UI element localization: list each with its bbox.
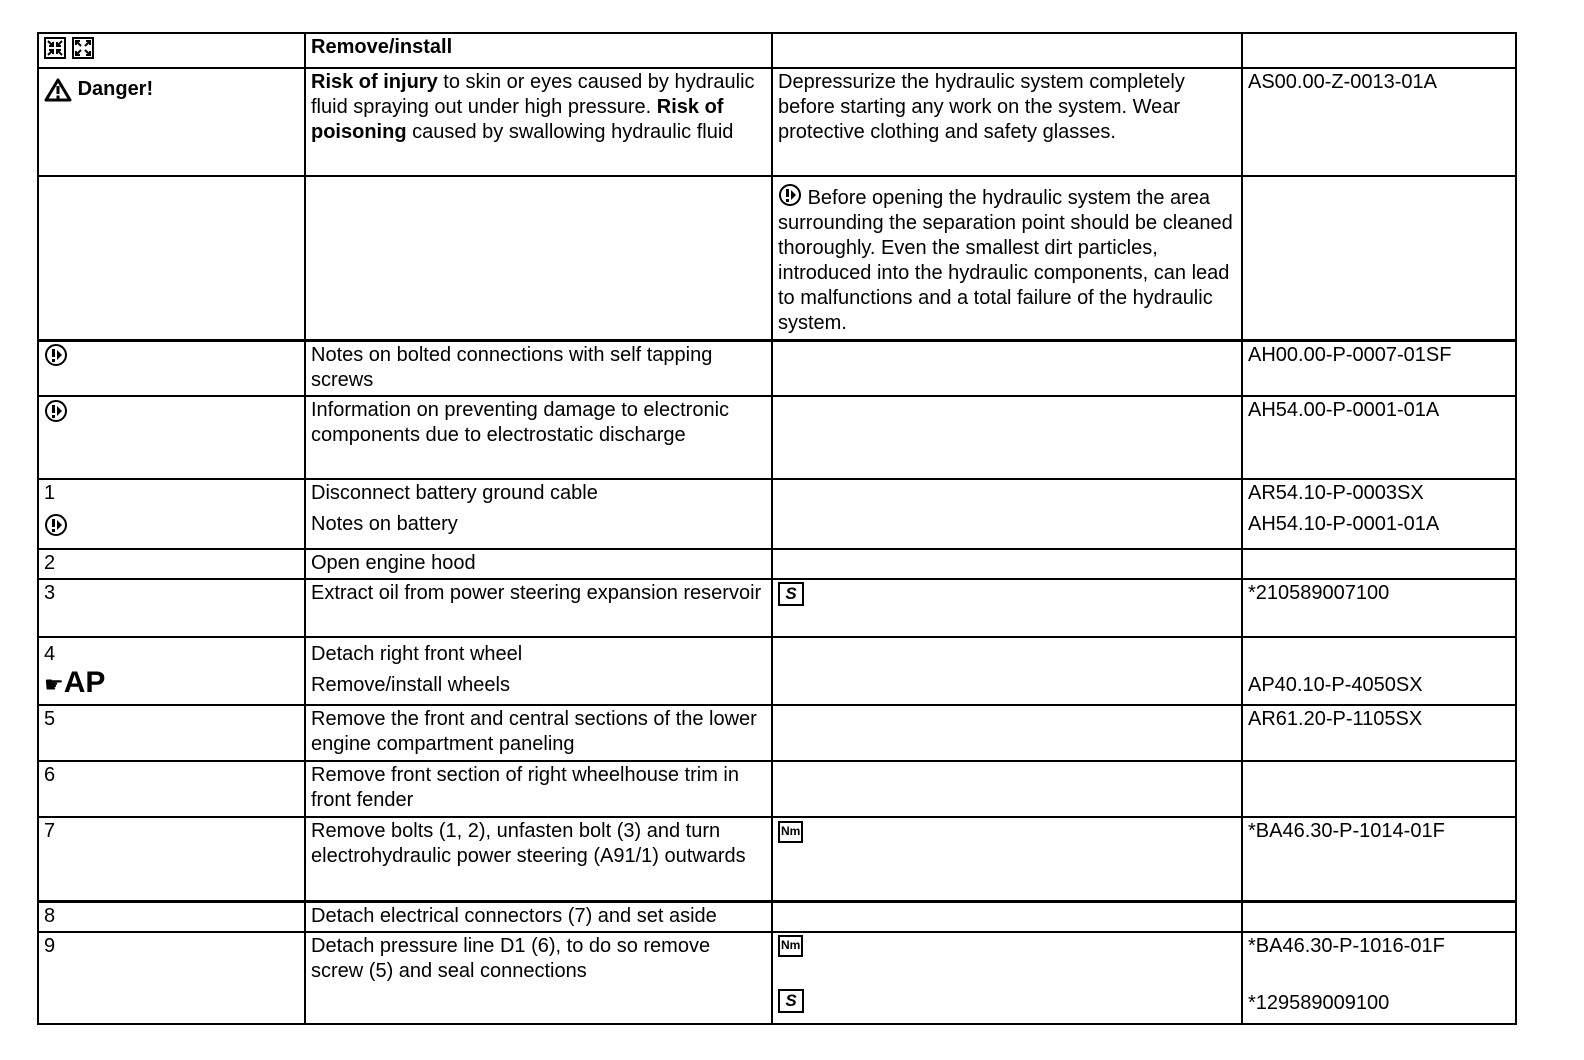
- step-number: 4: [44, 643, 56, 665]
- note-icon: [44, 399, 68, 423]
- step-text: Detach electrical connectors (7) and set aside: [305, 901, 772, 932]
- step-ref-cell: [1242, 637, 1516, 705]
- step-ref: *210589007100: [1242, 579, 1516, 637]
- step-empty: [1242, 549, 1516, 579]
- note-clean-row: [38, 176, 1516, 340]
- danger-row: [38, 68, 1516, 176]
- step-ref: *BA46.30-P-1014-01F: [1242, 817, 1516, 901]
- step-text: Remove the front and central sections of the lower engine compartment paneling: [305, 705, 772, 761]
- note-empty: [772, 340, 1242, 396]
- step-number: 8: [38, 901, 305, 932]
- step-number: 9: [38, 932, 305, 1024]
- step-number: 3: [38, 579, 305, 637]
- step-number: 2: [38, 549, 305, 579]
- note-text: Notes on bolted connections with self tapping screws: [305, 340, 772, 396]
- note-icon-cell: [38, 396, 305, 479]
- risk-injury-bold: Risk of injury: [311, 71, 438, 93]
- note-icon-cell: [38, 340, 305, 396]
- step-tool-cell: [772, 579, 1242, 637]
- procedure-table: [37, 32, 1517, 1025]
- danger-label: Danger!: [77, 78, 154, 100]
- step-empty: [772, 901, 1242, 932]
- risk-injury-text: to skin or eyes caused by hydraulic fluid spraying out under high pressure.: [311, 71, 755, 118]
- note-icon-wrap: [44, 512, 299, 537]
- step-row: [38, 705, 1516, 761]
- step-text: Detach pressure line D1 (6), to do so remove screw (5) and seal connections: [305, 932, 772, 1024]
- danger-risk-text: [305, 68, 772, 176]
- note-clean-empty-4: [1242, 176, 1516, 340]
- step-sub-text: Notes on battery: [311, 513, 458, 535]
- step-text: Detach right front wheel: [311, 643, 523, 665]
- step-text: Extract oil from power steering expansion reservoir: [305, 579, 772, 637]
- note-icon: [44, 343, 68, 367]
- step-empty: [772, 761, 1242, 817]
- note-clean-text: Before opening the hydraulic system the area surrounding the separation point should be cleaned thoroughly. Even the smallest dirt particles, introduced into the hydraulic components, can lead to malfunctions and a total failure of the hydraulic system.: [778, 187, 1233, 334]
- step-empty: [772, 479, 1242, 549]
- step-text: Remove front section of right wheelhouse trim in front fender: [305, 761, 772, 817]
- step-empty: [772, 637, 1242, 705]
- note-ref: AH00.00-P-0007-01SF: [1242, 340, 1516, 396]
- step-torque-cell: [772, 817, 1242, 901]
- step-row: [38, 579, 1516, 637]
- step-sub-text: Remove/install wheels: [311, 674, 510, 696]
- danger-ref: AS00.00-Z-0013-01A: [1242, 68, 1516, 176]
- step-empty: [1242, 901, 1516, 932]
- step-text-cell: [305, 637, 772, 705]
- step-row: [38, 479, 1516, 549]
- header-empty-3: [772, 33, 1242, 68]
- step-ref-cell: [1242, 479, 1516, 549]
- step-num-cell: [38, 479, 305, 549]
- step-row: [38, 901, 1516, 932]
- step-row: [38, 932, 1516, 1024]
- risk-poisoning-bold: Risk of poisoning: [311, 96, 724, 143]
- step-row: [38, 761, 1516, 817]
- special-tool-icon: S: [778, 582, 804, 606]
- special-tool-icon: S: [778, 989, 804, 1013]
- step-ref: AR54.10-P-0003SX: [1248, 482, 1424, 504]
- step-sub-ref: AP40.10-P-4050SX: [1248, 674, 1423, 696]
- step-ref: AR61.20-P-1105SX: [1242, 705, 1516, 761]
- step-row: [38, 817, 1516, 901]
- risk-poisoning-text: caused by swallowing hydraulic fluid: [406, 121, 734, 143]
- step-number: 5: [38, 705, 305, 761]
- step-number: 1: [44, 482, 56, 504]
- note-row: [38, 396, 1516, 479]
- step-text: Remove bolts (1, 2), unfasten bolt (3) and turn electrohydraulic power steering (A91/1) outwards: [305, 817, 772, 901]
- step-text: Open engine hood: [305, 549, 772, 579]
- step-number: 7: [38, 817, 305, 901]
- step-empty: [772, 549, 1242, 579]
- header-row: [38, 33, 1516, 68]
- note-row: [38, 340, 1516, 396]
- step-num-cell: [38, 637, 305, 705]
- step-text: Disconnect battery ground cable: [311, 482, 598, 504]
- note-empty: [772, 396, 1242, 479]
- step-sub-ref: AH54.10-P-0001-01A: [1248, 513, 1440, 535]
- step-number: 6: [38, 761, 305, 817]
- step-ref-cell: [1242, 932, 1516, 1024]
- step-empty: [772, 705, 1242, 761]
- pointing-hand-icon: ☛: [44, 672, 64, 697]
- remove-icon: [44, 37, 66, 59]
- header-empty-4: [1242, 33, 1516, 68]
- step-row: [38, 549, 1516, 579]
- torque-icon: Nm: [778, 935, 803, 957]
- torque-icon: Nm: [778, 821, 803, 843]
- note-icon: [44, 513, 68, 537]
- danger-label-cell: [38, 68, 305, 176]
- step-row: [38, 637, 1516, 705]
- header-icons-cell: [38, 33, 305, 68]
- warning-triangle-icon: [44, 78, 72, 102]
- install-icon: [72, 37, 94, 59]
- note-clean-cell: [772, 176, 1242, 340]
- ap-label: AP: [63, 666, 106, 699]
- step-text-cell: [305, 479, 772, 549]
- step-ref: *BA46.30-P-1016-01F: [1248, 934, 1445, 957]
- note-clean-empty-1: [38, 176, 305, 340]
- step-icons-cell: [772, 932, 1242, 1024]
- reference-pointer: [44, 667, 299, 699]
- header-title: Remove/install: [305, 33, 772, 68]
- step-ref2: *129589009100: [1248, 991, 1390, 1014]
- note-icon: [778, 183, 802, 207]
- note-text: Information on preventing damage to electronic components due to electrostatic discharge: [305, 396, 772, 479]
- step-empty: [1242, 761, 1516, 817]
- note-ref: AH54.00-P-0001-01A: [1242, 396, 1516, 479]
- danger-measure: Depressurize the hydraulic system completely before starting any work on the system. Wear protective clothing and safety glasses.: [772, 68, 1242, 176]
- note-clean-empty-2: [305, 176, 772, 340]
